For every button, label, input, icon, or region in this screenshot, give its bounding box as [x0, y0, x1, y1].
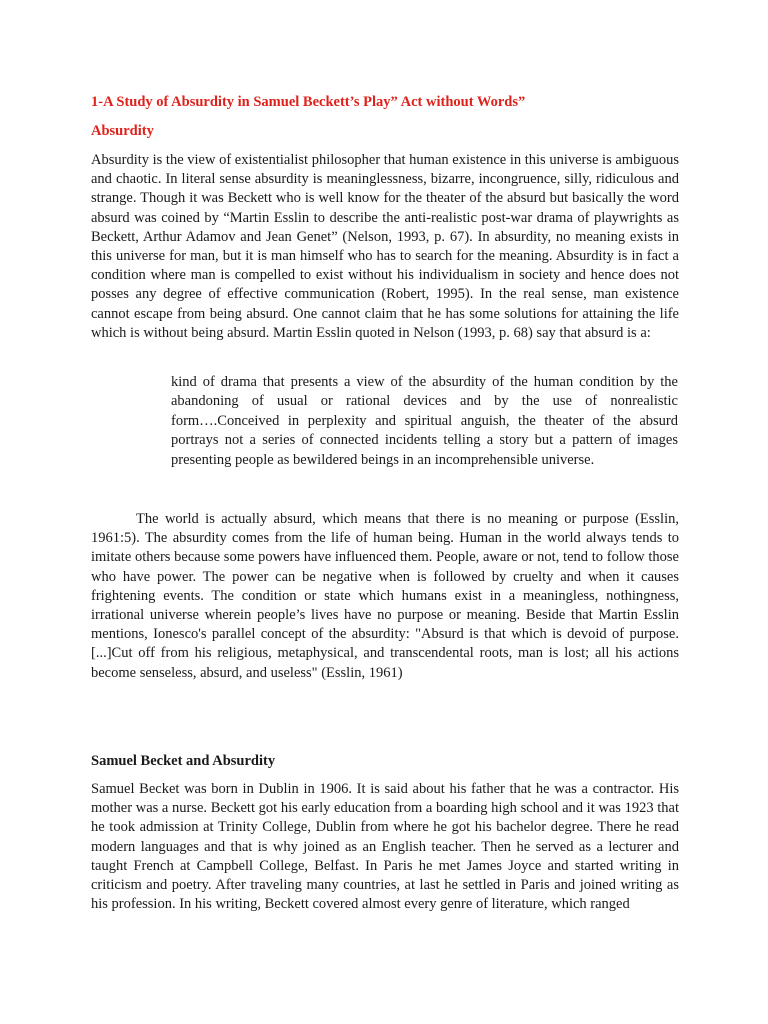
section-heading-becket: Samuel Becket and Absurdity: [91, 753, 276, 769]
section-heading-absurdity: Absurdity: [91, 123, 154, 139]
document-title: 1-A Study of Absurdity in Samuel Beckett’s Play” Act without Words”: [91, 94, 526, 110]
paragraph-world-absurd: The world is actually absurd, which means that there is no meaning or purpose (Esslin, 1961:5). The absurdity comes from the life of human being. Human in the world always tends to imitate others because some powers have influenced them. People, aware or not, tend to follow those who have power. The power can be negative when is followed by cruelty and when it causes frightening events. The condition or state which humans exist in a meaningless, nothingness, irrational universe wherein people’s lives have no purpose or meaning. Beside that Martin Esslin mentions, Ionesco's parallel concept of the absurdity: "Absurd is that which is devoid of purpose. [...]Cut off from his religious, metaphysical, and transcendental roots, man is lost; all his actions become senseless, absurd, and useless" (Esslin, 1961): [91, 511, 679, 681]
block-quote-esslin: kind of drama that presents a view of the absurdity of the human condition by the abandoning of usual or rational devices and by the use of nonrealistic form….Conceived in perplexity and spiritual anguish, the theater of the absurd portrays not a series of connected incidents telling a story but a pattern of images presenting people as bewildered beings in an incomprehensible universe.: [171, 374, 678, 468]
paragraph-absurdity-definition: Absurdity is the view of existentialist philosopher that human existence in this universe is ambiguous and chaotic. In literal sense absurdity is meaninglessness, bizarre, incongruence, silly, ridiculous and strange. Though it was Beckett who is well know for the theater of the absurd but basically the word absurd was coined by “Martin Esslin to describe the anti-realistic post-war drama of playwrights as Beckett, Arthur Adamov and Jean Genet” (Nelson, 1993, p. 67). In absurdity, no meaning exists in this universe for man, but it is man himself who has to search for the meaning. Absurdity is in fact a condition where man is compelled to exist without his individualism in society and hence does not posses any degree of effective communication (Robert, 1995). In the real sense, man existence cannot escape from being absurd. One cannot claim that he has some solutions for attaining the life which is without being absurd. Martin Esslin quoted in Nelson (1993, p. 68) say that absurd is a:: [91, 152, 679, 341]
paragraph-becket-biography: Samuel Becket was born in Dublin in 1906. It is said about his father that he was a contractor. His mother was a nurse. Beckett got his early education from a boarding high school and it was 1923 that he took admission at Trinity College, Dublin from where he got his bachelor degree. There he read modern languages and that is why joined as an English teacher. Then he served as a lecturer and taught French at Campbell College, Belfast. In Paris he met James Joyce and started writing in criticism and poetry. After traveling many countries, at last he settled in Paris and joined writing as his profession. In his writing, Beckett covered almost every genre of literature, which ranged: [91, 781, 679, 913]
